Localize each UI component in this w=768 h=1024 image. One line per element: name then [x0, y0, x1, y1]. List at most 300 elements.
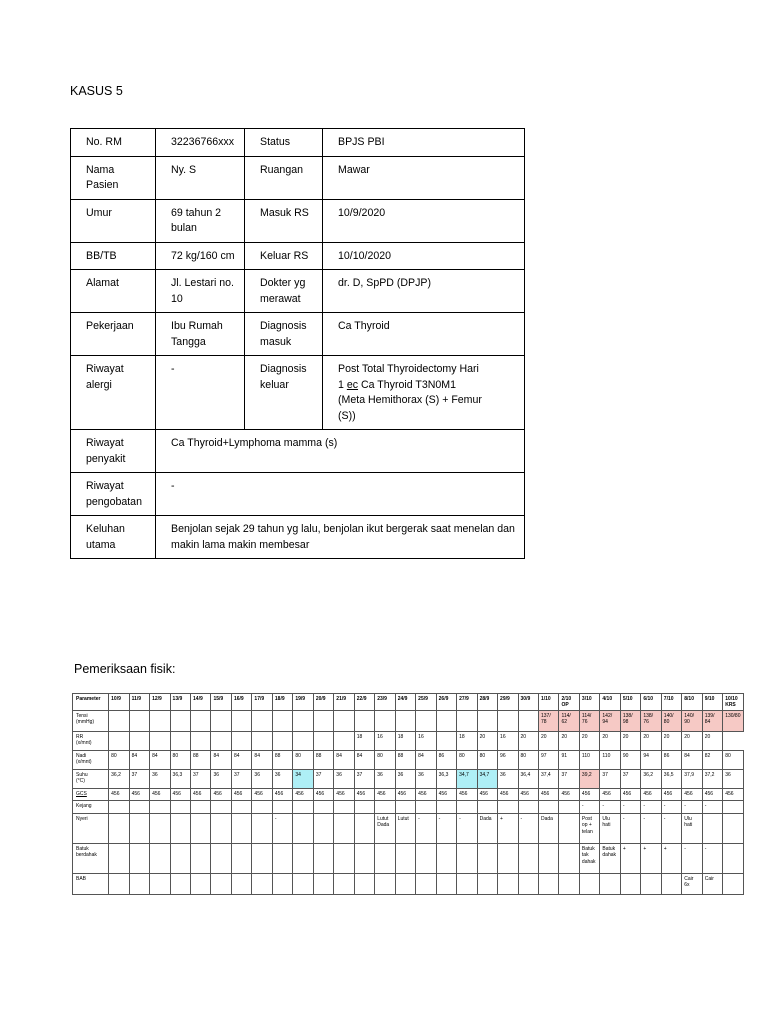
vitals-cell-rr: 20 — [518, 731, 538, 750]
vitals-cell-nyeri: - — [457, 813, 477, 843]
vitals-cell-tensi: 142/ 94 — [600, 710, 620, 731]
vitals-cell-suhu: 36,4 — [518, 769, 538, 788]
vitals-cell-nadi: 84 — [252, 750, 272, 769]
vitals-cell-rr — [252, 731, 272, 750]
vitals-cell-bab — [252, 873, 272, 894]
vitals-cell-batuk — [395, 843, 415, 873]
vitals-cell-rr — [109, 731, 129, 750]
vitals-cell-tensi — [518, 710, 538, 731]
vitals-cell-nadi: 80 — [375, 750, 395, 769]
vitals-cell-bab — [518, 873, 538, 894]
vitals-cell-gcs: 456 — [211, 788, 231, 800]
vitals-cell-tensi: 114/ 62 — [559, 710, 579, 731]
vitals-cell-nadi: 80 — [477, 750, 497, 769]
vitals-cell-suhu: 36 — [416, 769, 436, 788]
vitals-cell-suhu: 34,7 — [477, 769, 497, 788]
vitals-param-tensi: Tensi (mmHg) — [73, 710, 109, 731]
vitals-cell-rr: 16 — [416, 731, 436, 750]
vitals-table — [72, 693, 744, 895]
vitals-cell-nadi: 80 — [293, 750, 313, 769]
vitals-cell-tensi — [457, 710, 477, 731]
vitals-cell-gcs: 456 — [293, 788, 313, 800]
vitals-cell-suhu: 37 — [559, 769, 579, 788]
vitals-cell-kejang — [538, 800, 558, 813]
vitals-cell-batuk — [559, 843, 579, 873]
value-riwayat-alergi: - — [156, 356, 245, 430]
vitals-cell-nadi: 80 — [518, 750, 538, 769]
vitals-cell-kejang — [559, 800, 579, 813]
vitals-cell-nyeri — [109, 813, 129, 843]
vitals-cell-nadi: 86 — [661, 750, 681, 769]
vitals-header-date: 21/9 — [334, 694, 354, 711]
vitals-header-date: 4/10 — [600, 694, 620, 711]
vitals-cell-bab — [723, 873, 744, 894]
vitals-header-date: 1/10 — [538, 694, 558, 711]
vitals-cell-tensi: 139/ 84 — [702, 710, 722, 731]
vitals-cell-suhu: 37,4 — [538, 769, 558, 788]
value-bb-tb: 72 kg/160 cm — [156, 242, 245, 270]
vitals-row-rr — [73, 731, 744, 750]
vitals-cell-gcs: 456 — [334, 788, 354, 800]
vitals-cell-bab — [600, 873, 620, 894]
row-riwayat-penyakit — [71, 430, 525, 473]
vitals-cell-nadi: 84 — [150, 750, 170, 769]
vitals-header-date: 8/10 — [682, 694, 702, 711]
vitals-cell-bab — [375, 873, 395, 894]
vitals-cell-tensi — [436, 710, 456, 731]
vitals-cell-kejang — [334, 800, 354, 813]
vitals-cell-nyeri — [150, 813, 170, 843]
vitals-cell-nadi: 91 — [559, 750, 579, 769]
row-alamat — [71, 270, 525, 313]
vitals-cell-gcs: 456 — [231, 788, 251, 800]
vitals-cell-gcs: 456 — [600, 788, 620, 800]
vitals-cell-kejang — [150, 800, 170, 813]
value-umur: 69 tahun 2 bulan — [156, 199, 245, 242]
vitals-cell-suhu: 36,3 — [436, 769, 456, 788]
vitals-cell-tensi — [272, 710, 292, 731]
vitals-cell-gcs: 456 — [579, 788, 599, 800]
vitals-cell-rr — [436, 731, 456, 750]
vitals-cell-nyeri: - — [416, 813, 436, 843]
vitals-cell-nadi: 84 — [129, 750, 149, 769]
vitals-header-date: 24/9 — [395, 694, 415, 711]
vitals-cell-rr — [293, 731, 313, 750]
vitals-cell-bab — [457, 873, 477, 894]
vitals-cell-bab — [109, 873, 129, 894]
vitals-cell-suhu: 37,2 — [702, 769, 722, 788]
vitals-cell-gcs: 456 — [457, 788, 477, 800]
vitals-cell-tensi — [170, 710, 190, 731]
vitals-cell-rr: 20 — [559, 731, 579, 750]
vitals-param-batuk: Batuk berdahak — [73, 843, 109, 873]
row-keluhan-utama — [71, 516, 525, 559]
label-diagnosis-keluar: Diagnosis keluar — [245, 356, 323, 430]
vitals-cell-gcs: 456 — [641, 788, 661, 800]
vitals-cell-nyeri: Dada — [538, 813, 558, 843]
label-riwayat-penyakit: Riwayat penyakit — [71, 430, 156, 473]
vitals-param-nyeri: Nyeri — [73, 813, 109, 843]
vitals-cell-gcs: 456 — [354, 788, 374, 800]
label-keluar-rs: Keluar RS — [245, 242, 323, 270]
diagnosis-keluar-part2: Ca Thyroid T3N0M1 (Meta Hemithorax (S) + Femur (S)) — [338, 378, 482, 422]
vitals-header-date: 15/9 — [211, 694, 231, 711]
vitals-row-bab — [73, 873, 744, 894]
vitals-cell-nyeri: Ulu hati — [682, 813, 702, 843]
vitals-header-date: 23/9 — [375, 694, 395, 711]
vitals-cell-suhu: 36,2 — [641, 769, 661, 788]
vitals-cell-nyeri — [293, 813, 313, 843]
vitals-cell-kejang — [272, 800, 292, 813]
vitals-cell-batuk — [293, 843, 313, 873]
vitals-cell-rr — [129, 731, 149, 750]
vitals-cell-nadi: 84 — [231, 750, 251, 769]
vitals-cell-batuk — [252, 843, 272, 873]
vitals-cell-tensi — [150, 710, 170, 731]
vitals-header-date: 10/9 — [109, 694, 129, 711]
vitals-cell-nadi: 80 — [723, 750, 744, 769]
vitals-cell-kejang: - — [579, 800, 599, 813]
vitals-cell-tensi — [416, 710, 436, 731]
vitals-header-date: 12/9 — [150, 694, 170, 711]
patient-info-table — [70, 128, 525, 559]
vitals-row-tensi — [73, 710, 744, 731]
vitals-cell-batuk — [272, 843, 292, 873]
vitals-cell-suhu: 37 — [231, 769, 251, 788]
vitals-row-kejang — [73, 800, 744, 813]
vitals-cell-nadi: 80 — [170, 750, 190, 769]
vitals-cell-nyeri: - — [272, 813, 292, 843]
vitals-cell-rr: 20 — [538, 731, 558, 750]
vitals-cell-batuk — [191, 843, 211, 873]
vitals-cell-nyeri — [559, 813, 579, 843]
vitals-header-date: 16/9 — [231, 694, 251, 711]
label-pekerjaan: Pekerjaan — [71, 313, 156, 356]
vitals-cell-tensi: 114/ 76 — [579, 710, 599, 731]
vitals-cell-kejang — [211, 800, 231, 813]
vitals-cell-tensi: 137/ 78 — [538, 710, 558, 731]
vitals-cell-batuk — [211, 843, 231, 873]
vitals-cell-nyeri — [313, 813, 333, 843]
vitals-cell-nadi: 82 — [702, 750, 722, 769]
vitals-header-date: 30/9 — [518, 694, 538, 711]
label-diagnosis-masuk: Diagnosis masuk — [245, 313, 323, 356]
vitals-cell-bab: Cair — [702, 873, 722, 894]
vitals-cell-tensi: 130/80 — [723, 710, 744, 731]
label-status: Status — [245, 129, 323, 157]
vitals-cell-nyeri — [191, 813, 211, 843]
vitals-cell-batuk: Batuk tak dahak — [579, 843, 599, 873]
vitals-cell-nyeri: Lutut — [395, 813, 415, 843]
vitals-cell-batuk — [436, 843, 456, 873]
vitals-cell-gcs: 456 — [416, 788, 436, 800]
label-bb-tb: BB/TB — [71, 242, 156, 270]
vitals-cell-kejang — [170, 800, 190, 813]
vitals-cell-bab — [661, 873, 681, 894]
vitals-cell-tensi — [354, 710, 374, 731]
vitals-header-date: 2/10 OP — [559, 694, 579, 711]
vitals-row-suhu — [73, 769, 744, 788]
vitals-cell-kejang: - — [641, 800, 661, 813]
value-diagnosis-keluar — [323, 356, 525, 430]
vitals-header-date: 5/10 — [620, 694, 640, 711]
value-dokter: dr. D, SpPD (DPJP) — [323, 270, 525, 313]
row-no-rm — [71, 129, 525, 157]
vitals-cell-tensi — [334, 710, 354, 731]
vitals-cell-nyeri: Dada — [477, 813, 497, 843]
vitals-cell-batuk — [150, 843, 170, 873]
value-masuk-rs: 10/9/2020 — [323, 199, 525, 242]
vitals-cell-batuk — [477, 843, 497, 873]
vitals-cell-suhu: 36 — [395, 769, 415, 788]
value-no-rm: 32236766xxx — [156, 129, 245, 157]
vitals-cell-nadi: 90 — [620, 750, 640, 769]
row-umur — [71, 199, 525, 242]
vitals-cell-suhu: 34,7 — [457, 769, 477, 788]
label-riwayat-alergi: Riwayat alergi — [71, 356, 156, 430]
vitals-cell-nyeri: - — [620, 813, 640, 843]
vitals-cell-bab — [641, 873, 661, 894]
vitals-cell-kejang: - — [600, 800, 620, 813]
vitals-cell-rr — [272, 731, 292, 750]
vitals-header-date: 25/9 — [416, 694, 436, 711]
vitals-cell-rr — [211, 731, 231, 750]
vitals-cell-rr — [150, 731, 170, 750]
vitals-param-rr: RR (x/mnt) — [73, 731, 109, 750]
vitals-cell-gcs: 456 — [375, 788, 395, 800]
vitals-cell-kejang — [436, 800, 456, 813]
vitals-cell-bab — [498, 873, 518, 894]
vitals-cell-batuk: - — [682, 843, 702, 873]
vitals-row-gcs — [73, 788, 744, 800]
vitals-cell-kejang — [477, 800, 497, 813]
vitals-cell-bab — [272, 873, 292, 894]
row-nama-pasien — [71, 156, 525, 199]
vitals-cell-rr: 18 — [395, 731, 415, 750]
vitals-cell-batuk — [129, 843, 149, 873]
label-dokter: Dokter yg merawat — [245, 270, 323, 313]
vitals-param-bab: BAB — [73, 873, 109, 894]
vitals-cell-kejang — [231, 800, 251, 813]
vitals-cell-kejang — [191, 800, 211, 813]
vitals-param-suhu: Suhu (°C) — [73, 769, 109, 788]
vitals-cell-rr: 20 — [661, 731, 681, 750]
vitals-cell-nadi: 86 — [436, 750, 456, 769]
vitals-header-date: 3/10 — [579, 694, 599, 711]
vitals-cell-suhu: 36,5 — [661, 769, 681, 788]
vitals-cell-suhu: 37 — [354, 769, 374, 788]
vitals-cell-suhu: 37 — [620, 769, 640, 788]
value-keluhan-utama: Benjolan sejak 29 tahun yg lalu, benjolan ikut bergerak saat menelan dan makin lama makin membesar — [156, 516, 525, 559]
vitals-cell-bab — [416, 873, 436, 894]
vitals-cell-kejang — [416, 800, 436, 813]
vitals-cell-nadi: 84 — [416, 750, 436, 769]
vitals-cell-batuk — [375, 843, 395, 873]
vitals-cell-suhu: 34 — [293, 769, 313, 788]
vitals-cell-tensi — [109, 710, 129, 731]
vitals-cell-rr: 20 — [682, 731, 702, 750]
vitals-cell-nadi: 84 — [334, 750, 354, 769]
vitals-cell-batuk — [170, 843, 190, 873]
vitals-cell-nyeri — [702, 813, 722, 843]
vitals-cell-bab — [191, 873, 211, 894]
vitals-cell-nyeri: - — [436, 813, 456, 843]
vitals-cell-gcs: 456 — [498, 788, 518, 800]
vitals-cell-gcs: 456 — [702, 788, 722, 800]
vitals-cell-tensi — [395, 710, 415, 731]
value-pekerjaan: Ibu Rumah Tangga — [156, 313, 245, 356]
vitals-cell-rr: 20 — [641, 731, 661, 750]
vitals-cell-batuk — [498, 843, 518, 873]
vitals-cell-bab — [129, 873, 149, 894]
vitals-cell-nyeri: Lutut Dada — [375, 813, 395, 843]
vitals-cell-nadi: 96 — [498, 750, 518, 769]
vitals-cell-nadi: 80 — [457, 750, 477, 769]
vitals-cell-gcs: 456 — [252, 788, 272, 800]
vitals-cell-nyeri: Post op + telan — [579, 813, 599, 843]
vitals-cell-rr — [170, 731, 190, 750]
vitals-cell-gcs: 456 — [661, 788, 681, 800]
vitals-cell-kejang — [293, 800, 313, 813]
vitals-cell-kejang — [498, 800, 518, 813]
vitals-header-date: 11/9 — [129, 694, 149, 711]
vitals-cell-gcs: 456 — [395, 788, 415, 800]
vitals-cell-rr: 20 — [477, 731, 497, 750]
vitals-cell-nadi: 88 — [191, 750, 211, 769]
vitals-cell-batuk: + — [661, 843, 681, 873]
diagnosis-keluar-part1: Post Total Thyroidectomy Hari 1 — [338, 363, 479, 391]
vitals-cell-nyeri: - — [518, 813, 538, 843]
vitals-cell-bab — [395, 873, 415, 894]
vitals-cell-nadi: 88 — [395, 750, 415, 769]
vitals-cell-suhu: 36 — [723, 769, 744, 788]
label-umur: Umur — [71, 199, 156, 242]
vitals-cell-suhu: 36 — [375, 769, 395, 788]
vitals-cell-kejang: - — [702, 800, 722, 813]
vitals-cell-batuk — [518, 843, 538, 873]
vitals-cell-batuk — [416, 843, 436, 873]
vitals-cell-nyeri: - — [641, 813, 661, 843]
vitals-cell-nyeri — [252, 813, 272, 843]
label-masuk-rs: Masuk RS — [245, 199, 323, 242]
vitals-cell-rr: 18 — [354, 731, 374, 750]
vitals-cell-rr: 20 — [579, 731, 599, 750]
vitals-cell-suhu: 36,2 — [109, 769, 129, 788]
row-bb-tb — [71, 242, 525, 270]
vitals-cell-nyeri — [723, 813, 744, 843]
vitals-cell-nyeri: Ulu hati — [600, 813, 620, 843]
vitals-header-date: 13/9 — [170, 694, 190, 711]
physical-exam-title: Pemeriksaan fisik: — [74, 662, 176, 676]
row-pekerjaan — [71, 313, 525, 356]
vitals-cell-batuk: - — [702, 843, 722, 873]
vitals-cell-gcs: 456 — [538, 788, 558, 800]
vitals-cell-tensi: 140/ 90 — [682, 710, 702, 731]
vitals-cell-batuk — [231, 843, 251, 873]
vitals-cell-rr: 16 — [375, 731, 395, 750]
vitals-param-nadi: Nadi (x/mnt) — [73, 750, 109, 769]
vitals-cell-nadi: 110 — [600, 750, 620, 769]
vitals-cell-bab — [150, 873, 170, 894]
vitals-cell-nyeri — [170, 813, 190, 843]
vitals-table-container — [72, 693, 744, 895]
label-no-rm: No. RM — [71, 129, 156, 157]
vitals-cell-batuk: Batuk dahak — [600, 843, 620, 873]
vitals-cell-tensi — [129, 710, 149, 731]
vitals-cell-kejang — [109, 800, 129, 813]
vitals-cell-rr: 20 — [600, 731, 620, 750]
vitals-header-date: 9/10 — [702, 694, 722, 711]
value-ruangan: Mawar — [323, 156, 525, 199]
vitals-cell-tensi — [252, 710, 272, 731]
vitals-cell-tensi — [313, 710, 333, 731]
vitals-cell-rr — [191, 731, 211, 750]
vitals-cell-gcs: 456 — [620, 788, 640, 800]
vitals-header-date: 7/10 — [661, 694, 681, 711]
vitals-header-date: 19/9 — [293, 694, 313, 711]
vitals-header-date: 28/9 — [477, 694, 497, 711]
vitals-cell-batuk: + — [620, 843, 640, 873]
vitals-cell-kejang — [129, 800, 149, 813]
vitals-cell-nyeri — [354, 813, 374, 843]
vitals-cell-suhu: 36 — [150, 769, 170, 788]
vitals-cell-bab — [231, 873, 251, 894]
label-keluhan-utama: Keluhan utama — [71, 516, 156, 559]
vitals-cell-nadi: 84 — [354, 750, 374, 769]
vitals-header-date: 18/9 — [272, 694, 292, 711]
vitals-cell-bab — [211, 873, 231, 894]
vitals-cell-tensi — [498, 710, 518, 731]
case-heading: KASUS 5 — [70, 84, 123, 98]
vitals-cell-nadi: 84 — [211, 750, 231, 769]
vitals-cell-batuk — [723, 843, 744, 873]
vitals-cell-bab — [334, 873, 354, 894]
vitals-cell-rr: 20 — [702, 731, 722, 750]
vitals-cell-batuk: + — [641, 843, 661, 873]
vitals-header-parameter: Parameter — [73, 694, 109, 711]
vitals-header-date: 29/9 — [498, 694, 518, 711]
value-alamat: Jl. Lestari no. 10 — [156, 270, 245, 313]
vitals-cell-suhu: 37 — [600, 769, 620, 788]
vitals-cell-nadi: 97 — [538, 750, 558, 769]
vitals-header-date: 27/9 — [457, 694, 477, 711]
vitals-cell-batuk — [109, 843, 129, 873]
vitals-cell-bab — [559, 873, 579, 894]
value-nama-pasien: Ny. S — [156, 156, 245, 199]
vitals-cell-tensi — [231, 710, 251, 731]
vitals-cell-suhu: 36,3 — [170, 769, 190, 788]
label-alamat: Alamat — [71, 270, 156, 313]
vitals-cell-gcs: 456 — [313, 788, 333, 800]
vitals-cell-nyeri — [211, 813, 231, 843]
vitals-cell-gcs: 456 — [477, 788, 497, 800]
vitals-cell-bab — [477, 873, 497, 894]
vitals-cell-nadi: 88 — [313, 750, 333, 769]
vitals-cell-tensi: 140/ 80 — [661, 710, 681, 731]
vitals-cell-nadi: 94 — [641, 750, 661, 769]
vitals-cell-gcs: 456 — [723, 788, 744, 800]
vitals-cell-tensi: 138/ 98 — [620, 710, 640, 731]
vitals-cell-rr: 18 — [457, 731, 477, 750]
vitals-cell-gcs: 456 — [272, 788, 292, 800]
vitals-cell-bab — [354, 873, 374, 894]
vitals-cell-gcs: 456 — [682, 788, 702, 800]
vitals-header-date: 22/9 — [354, 694, 374, 711]
vitals-cell-suhu: 36 — [334, 769, 354, 788]
vitals-cell-rr — [231, 731, 251, 750]
vitals-cell-suhu: 37 — [191, 769, 211, 788]
vitals-cell-rr — [334, 731, 354, 750]
